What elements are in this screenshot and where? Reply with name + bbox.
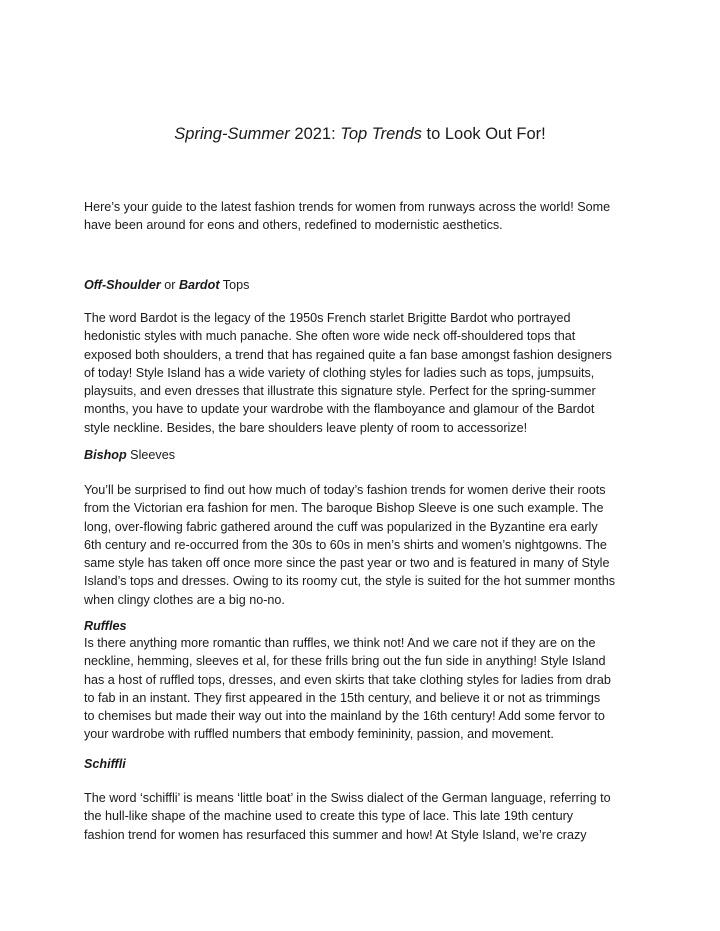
off-shoulder-paragraph (84, 309, 644, 437)
heading-tops-word: Tops (219, 278, 250, 292)
heading-bardot-word: Bardot (178, 278, 220, 292)
section-heading-ruffles (84, 617, 126, 635)
paragraph-line: same style has taken off once more since the past year or two and is featured in many of Style (84, 556, 610, 571)
heading-or-word: or (160, 278, 179, 292)
page-title (0, 122, 720, 146)
paragraph-line: style neckline. Besides, the bare shoulders leave plenty of room to accessorize! (84, 420, 528, 435)
paragraph-line: when clingy clothes are a big no-no. (84, 592, 285, 607)
paragraph-line: The word Bardot is the legacy of the 1950s French starlet Brigitte Bardot who portrayed (84, 311, 571, 325)
title-part-year: 2021: (289, 125, 341, 143)
paragraph-line: to fab in an instant. They first appeared in the 15th century, and believe it or not as trimmings (84, 690, 601, 705)
paragraph-line: long, over-flowing fabric gathered around the cuff was popularized in the Byzantine era early (84, 519, 598, 534)
paragraph-line: your wardrobe with ruffled numbers that embody femininity, passion, and movement. (84, 727, 554, 742)
paragraph-line: exposed both shoulders, a trend that has regained quite a fan base amongst fashion designers (84, 347, 612, 362)
paragraph-line: The word ‘schiffli’ is means ‘little boat’ in the Swiss dialect of the German language, referring to (84, 791, 611, 805)
heading-schiffli-word: Schiffli (84, 757, 126, 771)
bishop-paragraph (84, 481, 644, 609)
title-part-look-out: to Look Out For! (421, 125, 546, 143)
paragraph-line: fashion trend for women has resurfaced this summer and how! At Style Island, we’re crazy (84, 827, 587, 842)
intro-paragraph (84, 198, 644, 235)
paragraph-line: hedonistic styles with much panache. She often wore wide neck off-shouldered tops that (84, 329, 576, 344)
paragraph-line: Is there anything more romantic than ruffles, we think not! And we care not if they are on the (84, 636, 596, 650)
schiffli-paragraph (84, 789, 644, 844)
heading-sleeves-word: Sleeves (126, 448, 175, 462)
paragraph-line: months, you have to update your wardrobe with the flamboyance and glamour of the Bardot (84, 402, 595, 417)
section-heading-bishop (84, 446, 175, 464)
paragraph-line: 6th century and re-occurred from the 30s to 60s in men’s shirts and women’s nightgowns. The (84, 537, 607, 552)
paragraph-line: from the Victorian era fashion for men. The baroque Bishop Sleeve is one such example. The (84, 501, 604, 516)
intro-line: have been around for eons and others, redefined to modernistic aesthetics. (84, 218, 503, 233)
paragraph-line: has a host of ruffled tops, dresses, and even skirts that take clothing styles for ladies from drab (84, 672, 611, 687)
paragraph-line: of today! Style Island has a wide variety of clothing styles for ladies such as tops, jumpsuits, (84, 365, 595, 380)
paragraph-line: neckline, hemming, sleeves et al, for these frills bring out the fun side in anything! Style Island (84, 654, 606, 669)
heading-bishop-word: Bishop (84, 448, 127, 462)
heading-off-shoulder-word: Off-Shoulder (84, 278, 161, 292)
paragraph-line: to chemises but made their way out into the mainland by the 16th century! Add some fervor to (84, 709, 605, 724)
title-part-top-trends: Top Trends (340, 125, 422, 143)
paragraph-line: You’ll be surprised to find out how much of today’s fashion trends for women derive their roots (84, 483, 606, 497)
title-part-spring-summer: Spring-Summer (174, 125, 290, 143)
intro-line: Here’s your guide to the latest fashion trends for women from runways across the world! Some (84, 200, 611, 214)
paragraph-line: Island’s tops and dresses. Owing to its roomy cut, the style is suited for the hot summer months (84, 574, 616, 589)
ruffles-paragraph (84, 634, 644, 744)
paragraph-line: the hull-like shape of the machine used to create this type of lace. This late 19th century (84, 809, 574, 824)
heading-ruffles-word: Ruffles (84, 619, 127, 633)
section-heading-schiffli (84, 755, 126, 773)
paragraph-line: playsuits, and even dresses that illustrate this signature style. Perfect for the spring-summer (84, 384, 596, 399)
section-heading-off-shoulder (84, 276, 249, 294)
